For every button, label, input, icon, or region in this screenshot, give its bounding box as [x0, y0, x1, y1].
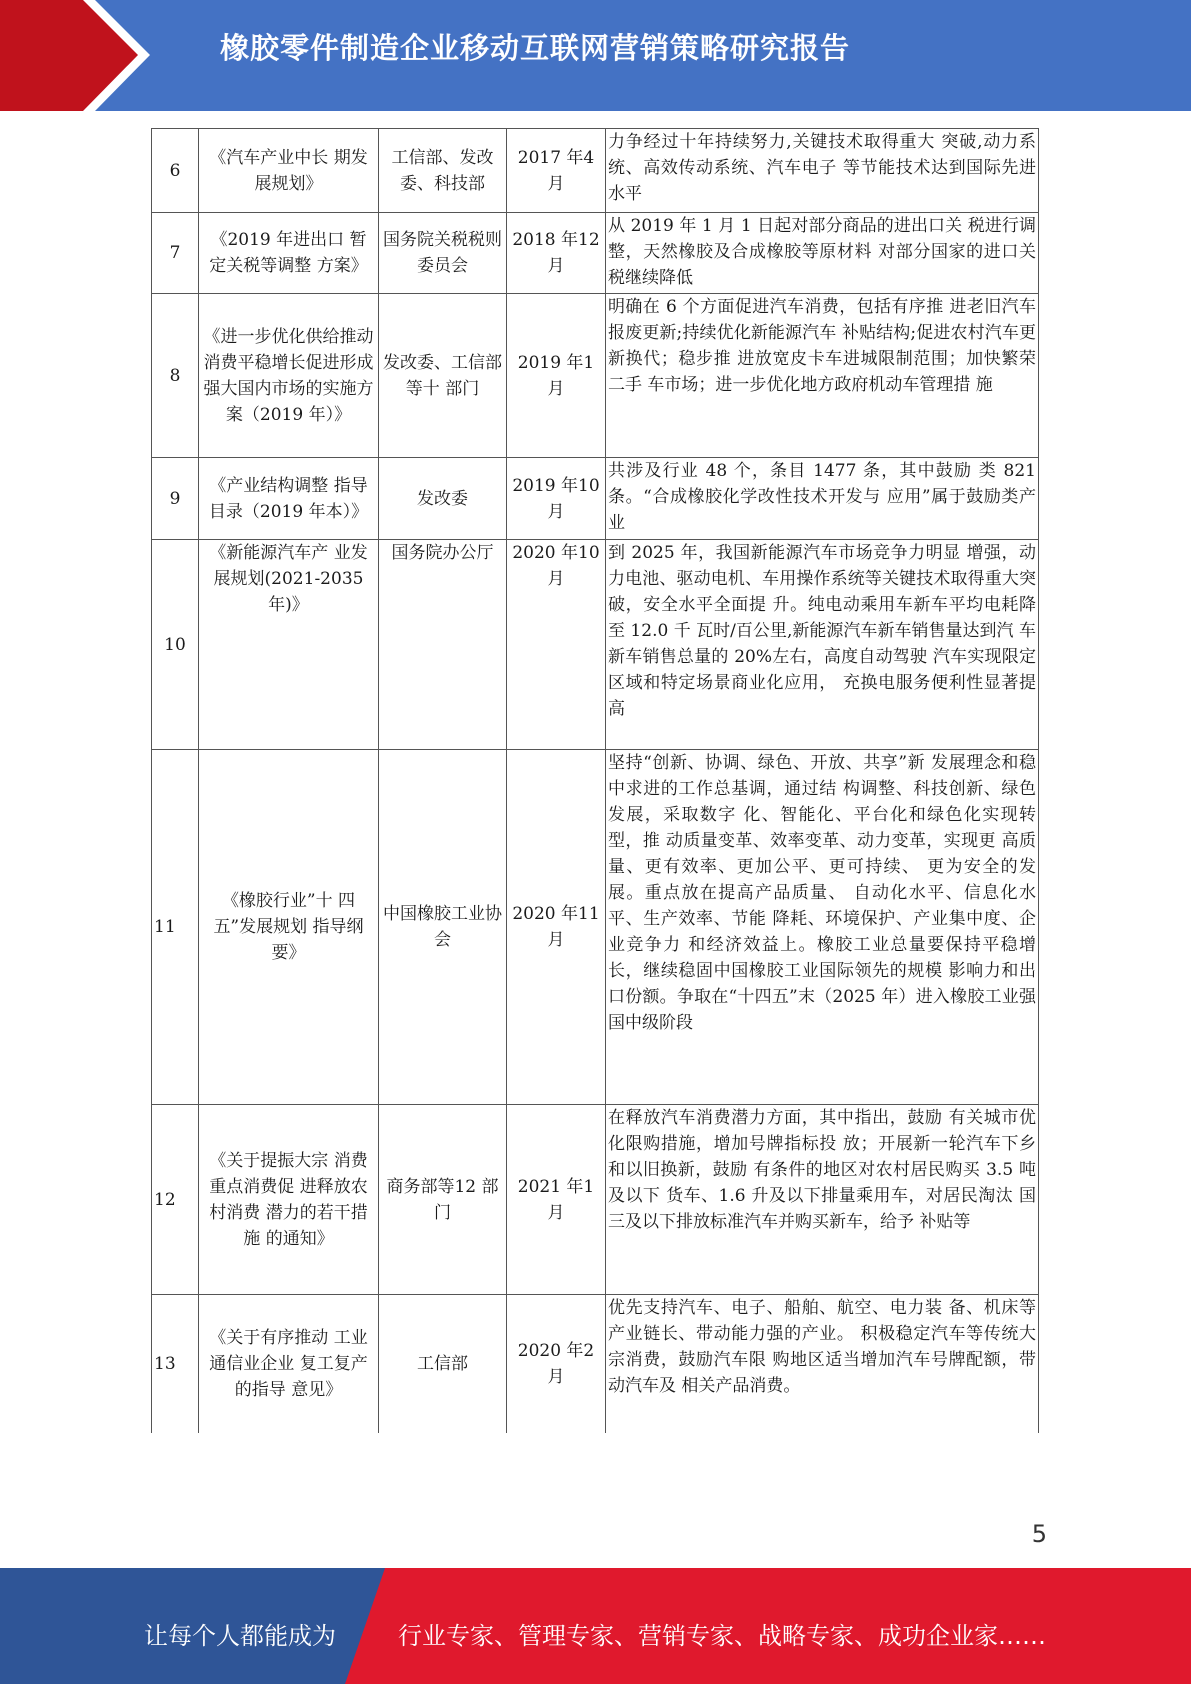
policy-name: 《产业结构调整 指导目录（2019 年本）》	[199, 458, 379, 540]
table-row	[152, 213, 1039, 294]
table-row	[152, 1105, 1039, 1295]
issue-date: 2020 年2 月	[507, 1295, 606, 1433]
issuing-department: 商务部等12 部门	[379, 1105, 507, 1295]
issue-date: 2020 年10 月	[507, 540, 606, 750]
policy-name: 《2019 年进出口 暂定关税等调整 方案》	[199, 213, 379, 294]
row-number: 9	[152, 458, 199, 540]
issue-date: 2021 年1 月	[507, 1105, 606, 1295]
policy-content: 在释放汽车消费潜力方面，其中指出，鼓励 有关城市优化限购措施，增加号牌指标投 放；开展新一轮汽车下乡和以旧换新，鼓励 有条件的地区对农村居民购买 3.5 吨及以下 货车、1.6 升及以下排量乘用车，对居民淘汰 国三及以下排放标准汽车并购买新车，给予 补贴等	[606, 1105, 1039, 1295]
page-footer	[0, 1568, 1191, 1684]
row-number: 7	[152, 213, 199, 294]
issue-date: 2018 年12 月	[507, 213, 606, 294]
issuing-department: 国务院关税税则委员会	[379, 213, 507, 294]
row-number: 13	[152, 1295, 199, 1433]
footer-slogan-left: 让每个人都能成为	[144, 1622, 336, 1650]
issue-date: 2019 年1 月	[507, 294, 606, 458]
policy-content: 优先支持汽车、电子、船舶、航空、电力装 备、机床等产业链长、带动能力强的产业。 积极稳定汽车等传统大宗消费，鼓励汽车限 购地区适当增加汽车号牌配额，带动汽车及 相关产品消费。	[606, 1295, 1039, 1433]
page-header	[0, 0, 1191, 111]
issuing-department: 国务院办公厅	[379, 540, 507, 750]
header-arrow-decoration	[0, 0, 150, 111]
issuing-department: 工信部、发改委、科技部	[379, 129, 507, 213]
policy-content: 力争经过十年持续努力,关键技术取得重大 突破,动力系统、高效传动系统、汽车电子 等节能技术达到国际先进水平	[606, 129, 1039, 213]
table-row	[152, 1295, 1039, 1433]
footer-slogan-right: 行业专家、管理专家、营销专家、战略专家、成功企业家……	[398, 1622, 1046, 1650]
policy-content: 从 2019 年 1 月 1 日起对部分商品的进出口关 税进行调整，天然橡胶及合成橡胶等原材料 对部分国家的进口关税继续降低	[606, 213, 1039, 294]
table-row	[152, 540, 1039, 750]
issue-date: 2017 年4 月	[507, 129, 606, 213]
issuing-department: 中国橡胶工业协会	[379, 750, 507, 1105]
policy-content: 共涉及行业 48 个，条目 1477 条，其中鼓励 类 821 条。“合成橡胶化学改性技术开发与 应用”属于鼓励类产业	[606, 458, 1039, 540]
row-number: 10	[152, 540, 199, 750]
issuing-department: 工信部	[379, 1295, 507, 1433]
row-number: 8	[152, 294, 199, 458]
issue-date: 2020 年11 月	[507, 750, 606, 1105]
policy-name: 《橡胶行业”十 四五”发展规划 指导纲要》	[199, 750, 379, 1105]
page-number: 5	[1031, 1520, 1047, 1548]
issue-date: 2019 年10 月	[507, 458, 606, 540]
policy-content: 到 2025 年，我国新能源汽车市场竞争力明显 增强，动力电池、驱动电机、车用操作系统等关键技术取得重大突破，安全水平全面提 升。纯电动乘用车新车平均电耗降至 12.0 千 瓦时/百公里,新能源汽车新车销售量达到汽 车新车销售总量的 20%左右，高度自动驾驶 汽车实现限定区域和特定场景商业化应用， 充换电服务便利性显著提高	[606, 540, 1039, 750]
issuing-department: 发改委、工信部等十 部门	[379, 294, 507, 458]
issuing-department: 发改委	[379, 458, 507, 540]
policy-name: 《进一步优化供给推动消费平稳增长促进形成强大国内市场的实施方案（2019 年）》	[199, 294, 379, 458]
policy-name: 《关于提振大宗 消费重点消费促 进释放农村消费 潜力的若干措施 的通知》	[199, 1105, 379, 1295]
row-number: 12	[152, 1105, 199, 1295]
table-row	[152, 294, 1039, 458]
table-row	[152, 458, 1039, 540]
row-number: 11	[152, 750, 199, 1105]
row-number: 6	[152, 129, 199, 213]
policy-content: 明确在 6 个方面促进汽车消费，包括有序推 进老旧汽车报废更新;持续优化新能源汽车 补贴结构;促进农村汽车更新换代；稳步推 进放宽皮卡车进城限制范围；加快繁荣二手 车市场；进一步优化地方政府机动车管理措 施	[606, 294, 1039, 458]
policy-table	[151, 128, 1039, 1433]
table-row	[152, 129, 1039, 213]
policy-name: 《新能源汽车产 业发展规划(2021-2035 年)》	[199, 540, 379, 750]
policy-content: 坚持“创新、协调、绿色、开放、共享”新 发展理念和稳中求进的工作总基调，通过结 构调整、科技创新、绿色发展，采取数字 化、智能化、平台化和绿色化实现转型，推 动质量变革、效率变革、动力变革，实现更 高质量、更有效率、更加公平、更可持续、 更为安全的发展。重点放在提高产品质量、 自动化水平、信息化水平、生产效率、节能 降耗、环境保护、产业集中度、企业竞争力 和经济效益上。橡胶工业总量要保持平稳增长，继续稳固中国橡胶工业国际领先的规模 影响力和出口份额。争取在“十四五”末（2025 年）进入橡胶工业强国中级阶段	[606, 750, 1039, 1105]
report-title: 橡胶零件制造企业移动互联网营销策略研究报告	[220, 31, 851, 65]
policy-name: 《汽车产业中长 期发展规划》	[199, 129, 379, 213]
table-row	[152, 750, 1039, 1105]
policy-name: 《关于有序推动 工业通信业企业 复工复产的指导 意见》	[199, 1295, 379, 1433]
